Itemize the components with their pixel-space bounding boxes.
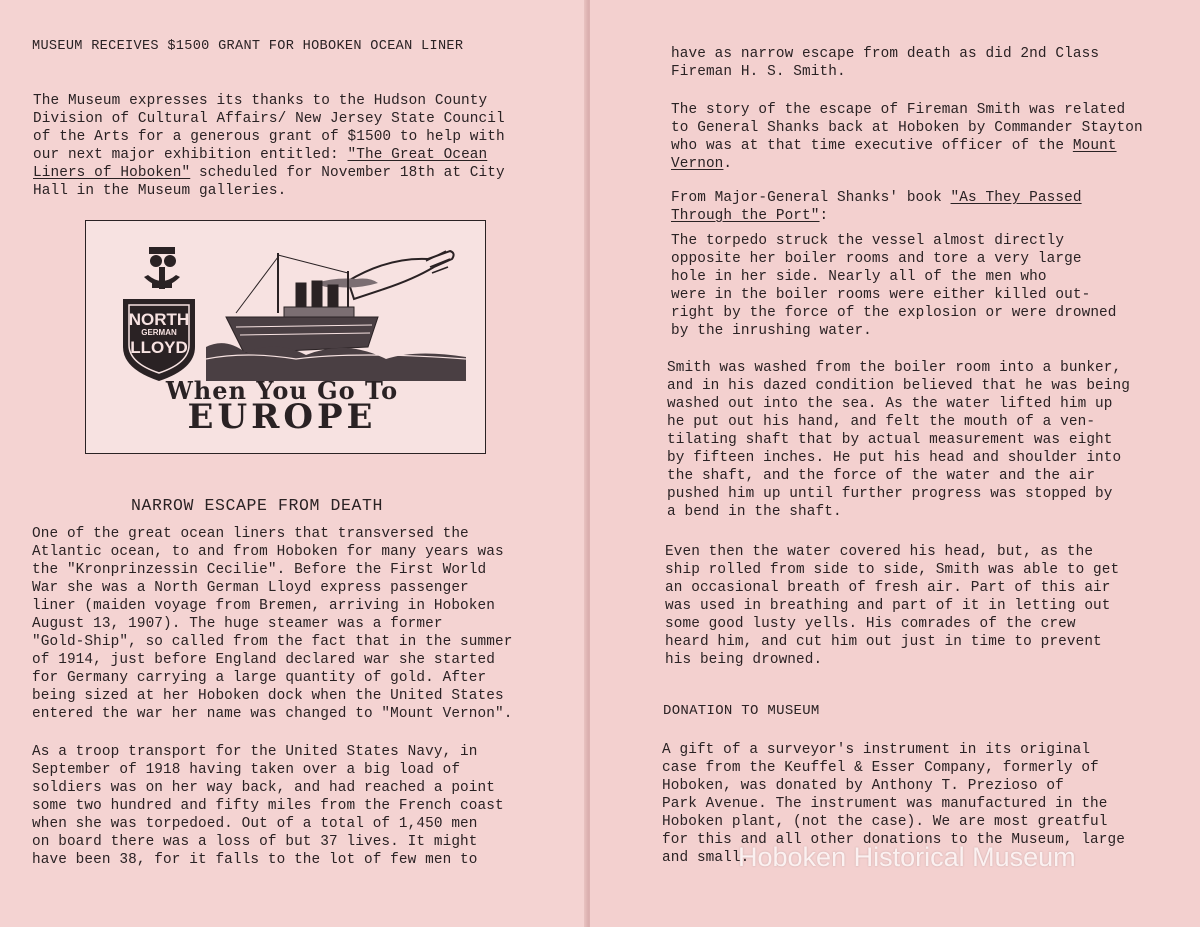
quote3-line: his being drowned. — [665, 652, 823, 668]
continuation-line — [671, 45, 1099, 63]
quote3-line: Even then the water covered his head, but, as the — [665, 544, 1094, 560]
escape-p1-line: for Germany carrying a large quantity of gold. After — [32, 670, 487, 686]
story-line — [671, 155, 1143, 173]
quote1-line: by the inrushing water. — [671, 323, 872, 339]
quote2-line: and in his dazed condition believed that he was being — [667, 378, 1130, 394]
ship-illustration — [86, 221, 485, 453]
escape-p1-line: being sized at her Hoboken dock when the United States — [32, 688, 504, 704]
grant-headline — [32, 38, 588, 56]
quote3-line: some good lusty yells. His comrades of the crew — [665, 616, 1076, 632]
escape-p1-line: August 13, 1907). The huge steamer was a former — [32, 616, 443, 632]
quote1-line: opposite her boiler rooms and tore a very large — [671, 251, 1082, 267]
underlined-title: Vernon — [671, 156, 724, 172]
escape-p2-line: some two hundred and fifty miles from the French coast — [32, 798, 504, 814]
escape-p2-line: when she was torpedoed. Out of a total of 1,450 men — [32, 816, 478, 832]
grant-line — [33, 182, 505, 200]
escape-p1-line: Atlantic ocean, to and from Hoboken for many years was — [32, 544, 504, 560]
escape-p1-line: the "Kronprinzessin Cecilie". Before the First World — [32, 562, 487, 578]
crest-word-lloyd: LLOYD — [130, 338, 188, 357]
quote2-line: a bend in the shaft. — [667, 504, 842, 520]
donation-line: for this and all other donations to the Museum, large — [662, 832, 1125, 848]
ad-tagline-line1: When You Go To — [165, 376, 399, 405]
quote3-line: was used in breathing and part of it in letting out — [665, 598, 1111, 614]
crest-word-north: NORTH — [128, 310, 190, 329]
quote2-line: washed out into the sea. As the water lifted him up — [667, 396, 1113, 412]
quote1-line: hole in her side. Nearly all of the men who — [671, 269, 1047, 285]
donation-line: A gift of a surveyor's instrument in its original — [662, 742, 1091, 758]
underlined-title: "As They Passed — [950, 190, 1082, 206]
story-line — [671, 119, 1143, 137]
narrow-escape-heading: NARROW ESCAPE FROM DEATH — [131, 496, 384, 515]
quote2-line: the shaft, and the force of the water and the air — [667, 468, 1096, 484]
donation-line: Park Avenue. The instrument was manufactured in the — [662, 796, 1108, 812]
escape-p2-line: As a troop transport for the United States Navy, in — [32, 744, 478, 760]
book-line — [671, 207, 1082, 225]
line-text: our next major exhibition entitled: — [33, 147, 348, 163]
quote1-line: were in the boiler rooms were either killed out- — [671, 287, 1091, 303]
escape-p2-line: soldiers was on her way back, and had reached a point — [32, 780, 495, 796]
quote3-line: an occasional breath of fresh air. Part of this air — [665, 580, 1111, 596]
left-page — [0, 0, 588, 927]
right-page — [590, 0, 1200, 927]
line-text: From Major-General Shanks' book — [671, 190, 951, 206]
line-text: Hall in the Museum galleries. — [33, 183, 287, 199]
grant-headline-line1: MUSEUM RECEIVES $1500 GRANT FOR HOBOKEN OCEAN LINER — [32, 39, 464, 54]
grant-headline-line2 — [472, 39, 588, 54]
line-text: of the Arts for a generous grant of $1500 to help with — [33, 129, 505, 145]
escape-p1-line: of 1914, just before England declared war she started — [32, 652, 495, 668]
quote2-line: pushed him up until further progress was stopped by — [667, 486, 1113, 502]
escape-paragraph-1 — [32, 525, 512, 723]
underlined-title: Liners of Hoboken" — [33, 165, 191, 181]
quote2-line: he put out his hand, and felt the mouth of a ven- — [667, 414, 1096, 430]
underlined-title: "The Great Ocean — [347, 147, 488, 163]
escape-p1-line: War she was a North German Lloyd express passenger — [32, 580, 469, 596]
anchor-emblem-icon — [144, 247, 180, 289]
underlined-title: Through the Port" — [671, 208, 820, 224]
continuation-text — [671, 45, 1099, 81]
quote3-line: heard him, and cut him out just in time to prevent — [665, 634, 1102, 650]
grant-article-body — [33, 92, 505, 200]
line-text: The story of the escape of Fireman Smith was related — [671, 102, 1126, 118]
crest-word-german: GERMAN — [141, 328, 177, 337]
story-intro — [671, 101, 1143, 173]
north-german-lloyd-advertisement — [85, 220, 486, 454]
line-text: have as narrow escape from death as did 2nd Class — [671, 46, 1100, 62]
line-text: to General Shanks back at Hoboken by Commander Stayton — [671, 120, 1143, 136]
line-text: : — [819, 208, 829, 224]
grant-line — [33, 128, 505, 146]
line-text: . — [723, 156, 733, 172]
line-text: The Museum expresses its thanks to the Hudson County — [33, 93, 488, 109]
quote2-line: tilating shaft that by actual measurement was eight — [667, 432, 1113, 448]
donation-line: case from the Keuffel & Esser Company, formerly of — [662, 760, 1099, 776]
quote3-line: ship rolled from side to side, Smith was able to get — [665, 562, 1120, 578]
quote1-line: right by the force of the explosion or were drowned — [671, 305, 1117, 321]
story-line — [671, 137, 1143, 155]
grant-line — [33, 92, 505, 110]
museum-watermark: Hoboken Historical Museum — [738, 842, 1076, 872]
reaching-hand — [348, 251, 454, 299]
book-line — [671, 189, 1082, 207]
quote-paragraph-2 — [667, 359, 1130, 521]
quote1-line: The torpedo struck the vessel almost directly — [671, 233, 1065, 249]
underlined-title: Mount — [1072, 138, 1117, 154]
line-text: Division of Cultural Affairs/ New Jersey State Council — [33, 111, 505, 127]
escape-p2-line: on board there was a loss of but 37 lives. It might — [32, 834, 478, 850]
quote2-line: Smith was washed from the boiler room into a bunker, — [667, 360, 1122, 376]
line-text: scheduled for November 18th at City — [190, 165, 505, 181]
donation-line: and small. — [662, 850, 750, 866]
donation-line: Hoboken, was donated by Anthony T. Prezioso of — [662, 778, 1064, 794]
escape-p1-line: liner (maiden voyage from Bremen, arriving in Hoboken — [32, 598, 495, 614]
book-reference — [671, 189, 1082, 225]
steamship-icon — [226, 253, 378, 353]
quote-paragraph-3 — [665, 543, 1119, 669]
line-text: who was at that time executive officer of the — [671, 138, 1073, 154]
donation-line: Hoboken plant, (not the case). We are most greatful — [662, 814, 1108, 830]
grant-line — [33, 164, 505, 182]
escape-p1-line: "Gold-Ship", so called from the fact that in the summer — [32, 634, 513, 650]
escape-p1-line: entered the war her name was changed to "Mount Vernon". — [32, 706, 513, 722]
escape-p2-line: September of 1918 having taken over a big load of — [32, 762, 461, 778]
story-line — [671, 101, 1143, 119]
escape-p2-line: have been 38, for it falls to the lot of few men to — [32, 852, 478, 868]
quote-paragraph-1 — [671, 232, 1117, 340]
ad-tagline-line2: EUROPE — [187, 397, 377, 437]
line-text: Fireman H. S. Smith. — [671, 64, 846, 80]
donation-heading: DONATION TO MUSEUM — [663, 703, 820, 719]
grant-line — [33, 146, 505, 164]
escape-paragraph-2 — [32, 743, 504, 869]
escape-p1-line: One of the great ocean liners that transversed the — [32, 526, 469, 542]
continuation-line — [671, 63, 1099, 81]
grant-line — [33, 110, 505, 128]
quote2-line: by fifteen inches. He put his head and shoulder into — [667, 450, 1122, 466]
